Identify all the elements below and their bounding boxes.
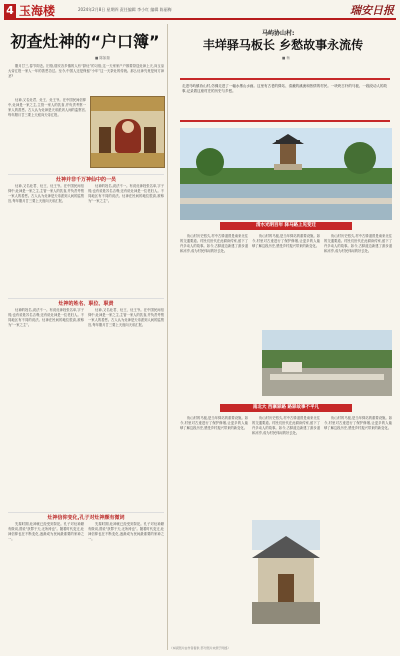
right-headline: 丰垟驿马板长 乡愁故事永流传	[202, 38, 364, 52]
left-text-2b: 灶神,又名灶君、灶王、灶王爷。在中国民间信仰中,灶神是一家之主,主管一家人的饮食,并负责考察一家人的善恶。古人认为灶神是天帝派到人间的监察官,每年腊月廿三要上天庭向天帝汇报。	[88, 308, 164, 327]
right-text-1b: 协山村的马板,是当年驿站的重要设施。如今,村里对古迹进行了保护修缮,让更多的人能够了解这段历史,感受乡村振兴带来的新变化。	[252, 234, 320, 248]
right-text-2c: 协山村的马板,是当年驿站的重要设施。如今,村里对古迹进行了保护修缮,让更多的人能够了解这段历史,感受乡村振兴带来的新变化。	[324, 416, 392, 430]
stone-path-photo	[262, 330, 392, 396]
left-subhead-3: 灶神信仰变化,孔子对灶神颇有微词	[8, 512, 164, 522]
right-intro: 走进马屿镇协山村,仿佛走进了一幅水墨山水画。这里有古老的驿站、清澈的溪流和热情的村民。一块块古朴的马板、一段段动人的故事,记录着这座村庄的历史与乡愁。	[182, 84, 387, 93]
page-number: 4	[4, 4, 16, 18]
masthead	[4, 4, 396, 20]
left-text-3b: 先秦时期,灶神就已经受到祭祀。孔子对灶神颇有微词,曾说“获罪于天,无所祷也”。随着时代变迁,灶神信仰也在不断变化,逐渐成为民间最重要的家神之一。	[88, 522, 164, 541]
right-text-1c: 协山村历史悠久,村中古驿道曾是南来北往的交通要道。村民们世代在此耕读传家,留下了许多动人的故事。如今,古驿道边新建了游步道和凉亭,成为村民休闲的好去处。	[324, 234, 392, 253]
right-byline: ■ 杨	[282, 56, 290, 60]
left-lead: 腊月廿三,春节即近。旧俗,瑞安各乡镇的人有“辞灶”的习俗,这一天家家户户都要祭送灶神上天,向玉皇大帝汇报一家人一年的善恶功过。至今,中国人还是保留“小年”这一天祭灶的传统。那么灶神究竟是何方神圣?	[8, 64, 164, 78]
right-kicker: 马屿协山村:	[262, 30, 295, 37]
left-byline: ■ 陈如瑞	[95, 56, 110, 60]
left-subhead-2: 灶神的姓名、职位、职责	[8, 298, 164, 308]
left-text-2a: 灶神的姓名,说法不一。有说灶神姓张名单,字子郭;也有说姓苏名吉利;还有说灶神是一位老妇人。不同地区有不同的说法。灶神在民间的地位很高,被称为“一家之主”。	[8, 308, 84, 327]
left-text-1b: 灶神的姓名,说法不一。有说灶神姓张名单,字子郭;也有说姓苏名吉利;还有说灶神是一位老妇人。不同地区有不同的说法。灶神在民间的地位很高,被称为“一家之主”。	[88, 184, 164, 203]
intro-rule-bottom	[180, 120, 390, 122]
right-text-2b: 协山村历史悠久,村中古驿道曾是南来北往的交通要道。村民们世代在此耕读传家,留下了许多动人的故事。如今,古驿道边新建了游步道和凉亭,成为村民休闲的好去处。	[252, 416, 320, 435]
pavilion-photo	[180, 128, 392, 220]
kitchen-god-woodcut	[90, 96, 165, 168]
intro-rule	[180, 78, 390, 80]
left-text-3a: 先秦时期,灶神就已经受到祭祀。孔子对灶神颇有微词,曾说“获罪于天,无所祷也”。随着时代变迁,灶神信仰也在不断变化,逐渐成为民间最重要的家神之一。	[8, 522, 84, 541]
left-subhead-1: 灶神并非千万神仙中的一员	[8, 174, 164, 184]
newspaper-logo: 瑞安日报	[350, 4, 394, 17]
photo-caption-1: 清水光明百年 驿马路上见变迁	[220, 222, 352, 230]
issue-meta: 2024年2月8日 星期四 责任编辑 李小红 编辑 陈丽梅	[78, 7, 172, 12]
section-title: 玉海楼	[19, 4, 56, 18]
column-divider	[167, 24, 168, 650]
page-footer: （本版图片由作者提供 部分图片来源于网络）	[169, 646, 231, 650]
left-text-1a: 灶神,又名灶君、灶王、灶王爷。在中国民间信仰中,灶神是一家之主,主管一家人的饮食,并负责考察一家人的善恶。古人认为灶神是天帝派到人间的监察官,每年腊月廿三要上天庭向天帝汇报。	[8, 184, 84, 203]
left-headline: 初查灶神的“户口簿”	[10, 32, 160, 51]
right-text-2a: 协山村的马板,是当年驿站的重要设施。如今,村里对古迹进行了保护修缮,让更多的人能够了解这段历史,感受乡村振兴带来的新变化。	[180, 416, 248, 430]
left-lead-col: 灶神,又名灶君、灶王、灶王爷。在中国民间信仰中,灶神是一家之主,主管一家人的饮食,并负责考察一家人的善恶。古人认为灶神是天帝派到人间的监察官,每年腊月廿三要上天庭向天帝汇报。	[8, 98, 86, 117]
right-text-1a: 协山村历史悠久,村中古驿道曾是南来北往的交通要道。村民们世代在此耕读传家,留下了许多动人的故事。如今,古驿道边新建了游步道和凉亭,成为村民休闲的好去处。	[180, 234, 248, 253]
photo-caption-2: 南北大 西寨驿路 路驿故事不平凡	[220, 404, 352, 412]
old-house-photo	[252, 520, 320, 624]
